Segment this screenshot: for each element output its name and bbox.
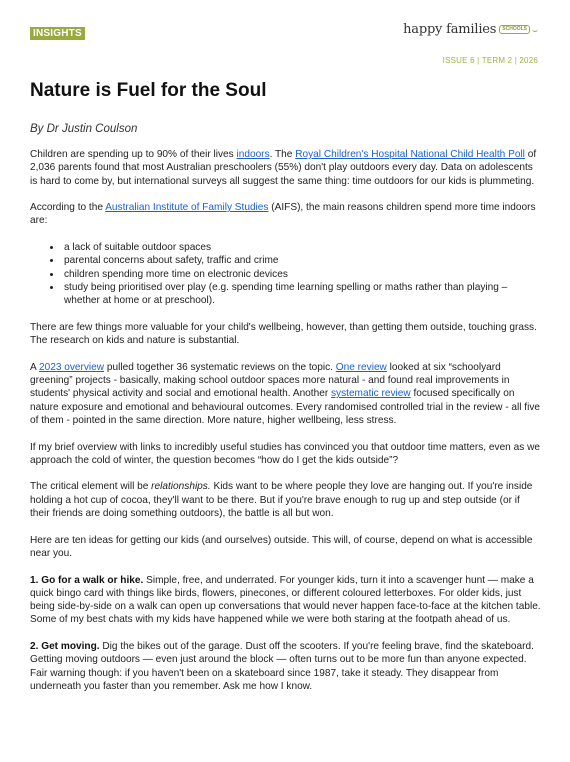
tip-walk: 1. Go for a walk or hike. Simple, free, and underrated. For younger kids, turn it into a scavenger hunt — make a quick bingo card with things like birds, flowers, pinecones, or different coloured letterboxes. For older kids, just being side-by-side on a walk can open up conversations that would never happen face-to-face at the kitchen table. Some of my best chats with my kids have happened while we were both staring at the footpath ahead of us.	[30, 574, 541, 626]
list-item: • parental concerns about safety, traffic and crime	[62, 254, 542, 267]
link-rch-poll[interactable]: Royal Children's Hospital National Child Health Poll	[295, 149, 525, 160]
list-item: • study being prioritised over play (e.g. spending time learning spelling or maths rather than playing – whether at home or at preschool).	[62, 281, 542, 308]
logo-tag: SCHOOLS	[499, 25, 530, 34]
link-2023-overview[interactable]: 2023 overview	[38, 361, 105, 373]
link-indoors[interactable]: indoors	[236, 149, 270, 160]
paragraph-ideas-intro: Here are ten ideas for getting our kids (and ourselves) outside. This will, of course, depend on what is accessible near you.	[30, 534, 533, 559]
list-item: • children spending more time on electronic devices	[62, 268, 542, 281]
paragraph-question: If my brief overview with links to incredibly useful studies has convinced you that outdoor time matters, even as we approach the cold of winter, the question becomes “how do I get the kids outside”?	[30, 441, 540, 466]
link-one-review[interactable]: One review	[335, 361, 387, 373]
insights-badge: INSIGHTS	[30, 27, 85, 40]
link-systematic-review[interactable]: systematic review	[331, 388, 411, 400]
tip-get-moving: 2. Get moving. Dig the bikes out of the garage. Dust off the scooters. If you're feeling brave, find the skateboard. Getting moving outdoors — even just around the block — often turns out to be more fun than anyone expected. Fair warning though: if you haven't been on a skateboard since 1987, take it steady. They disappear from underneath you faster than you remember. Ask me how I know.	[30, 640, 534, 692]
list-item: • a lack of suitable outdoor spaces	[62, 241, 542, 254]
reasons-list	[30, 241, 542, 307]
issue-info: ISSUE 6 | TERM 2 | 2026	[442, 56, 538, 65]
article-byline: By Dr Justin Coulson	[30, 123, 138, 135]
paragraph-wellbeing: There are few things more valuable for your child's wellbeing, however, than getting them outside, touching grass. The research on kids and nature is substantial.	[30, 321, 537, 347]
paragraph-research: A 2023 overview pulled together 36 systematic reviews on the topic. One review looked at six “schoolyard greening” projects - basically, making school outdoor spaces more natural - and found real improvements in students' physical activity and social and emotional health. Another systematic review focused specifically on nature exposure and emotional and behavioural outcomes. Every randomised controlled trial in the review - all five of them - pointed in the same direction. More nature, higher wellbeing, less stress.	[30, 361, 541, 426]
link-aifs[interactable]: Australian Institute of Family Studies	[105, 202, 269, 214]
smile-icon	[532, 27, 538, 32]
paragraph-intro: Children are spending up to 90% of their lives indoors. The Royal Children's Hospital National Child Health Poll of 2,036 parents found that most Australian preschoolers (55%) don't play outdoors every day. Data on adolescents is hard to come by, but international surveys all suggest the same thing: time outdoors for our kids is plummeting.	[30, 149, 537, 187]
article-body	[30, 148, 542, 706]
paragraph-aifs: According to the Australian Institute of Family Studies (AIFS), the main reasons children spend more time indoors are:	[30, 202, 536, 227]
happy-families-logo[interactable]	[403, 22, 538, 37]
paragraph-relationships: The critical element will be relationships. Kids want to be where people they love are hanging out. If you're inside holding a hot cup of cocoa, they'll want to be there. But if you're brave enough to rug up and step outside (or if their friends are doing something outdoors), the battle is all but won.	[30, 481, 533, 520]
logo-text: happy families	[403, 22, 497, 37]
article-title: Nature is Fuel for the Soul	[30, 80, 267, 101]
